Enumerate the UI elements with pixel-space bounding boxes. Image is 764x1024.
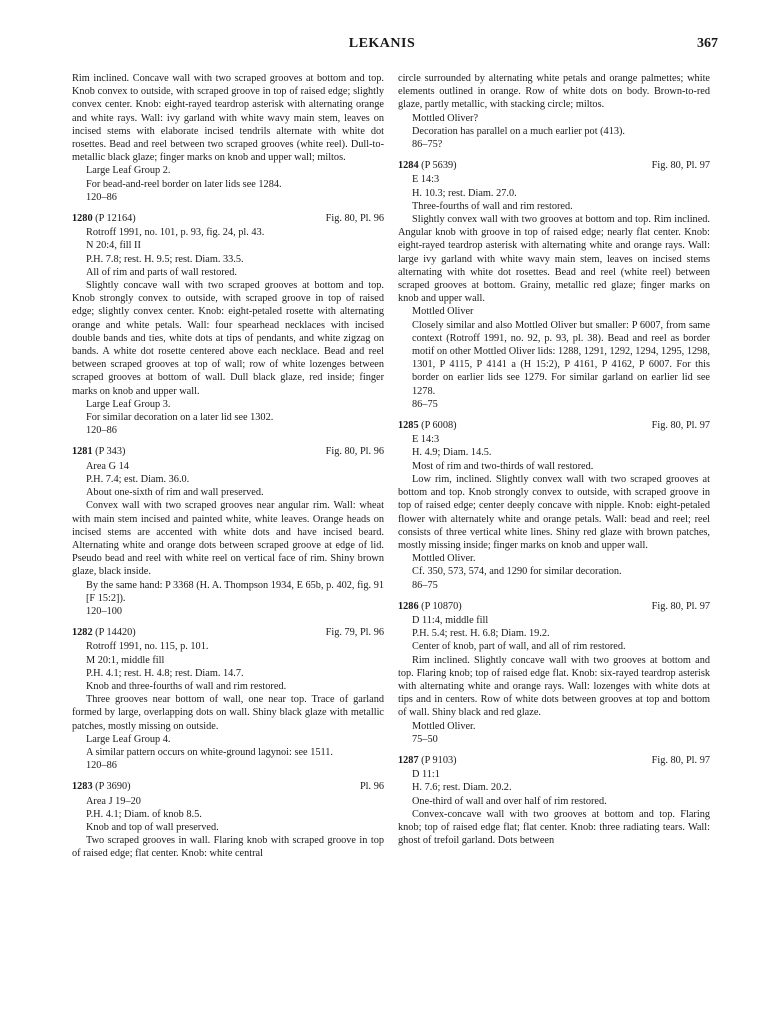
- entry-meta-line: P.H. 7.4; est. Diam. 36.0.: [86, 473, 190, 485]
- inventory-number: (P 3690): [95, 781, 131, 793]
- entry-number: 1286: [398, 600, 419, 612]
- entry-note: Closely similar and also Mottled Oliver but smaller: P 6007, from same context (Rotroff 1991, no. 92, p. 93, pl. 38). Bead and reel as border motif on other Mottled Oliver lids: 1288, 1291, 1292, 1294, 1295, 1298, 1301, P 4115, P 4141 a (H 15:2), P 4161, P 4162, P 6007. For this border on earlier lids see 1279. For similar garland on earlier lid see 1278.: [412, 319, 710, 397]
- entry-meta-line: Knob and three-fourths of wall and rim restored.: [86, 680, 287, 692]
- entry-meta-line: Area J 19–20: [86, 795, 141, 807]
- catalogue-entry: [72, 626, 384, 772]
- entry-date: 120–86: [86, 425, 117, 437]
- entry-heading: [398, 754, 710, 767]
- entry-description: Slightly convex wall with two grooves at bottom and top. Rim inclined. Angular knob with groove in top of raised edge; nearly flat center. Knob: eight-rayed teardrop asterisk with alternating white and orange rays. Wall: large ivy garland with white wavy main stem, leaves on incised stems alternating with white dot rosettes. Bead and reel (white reel) between scraped grooves at bottom. Grainy, metallic red glaze; finger marks on knob and upper wall.: [398, 214, 710, 305]
- entry-meta-line: Rotroff 1991, no. 101, p. 93, fig. 24, pl. 43.: [86, 227, 265, 239]
- entry-meta-line: Three-fourths of wall and rim restored.: [412, 200, 573, 212]
- entry-date: 120–86: [86, 191, 117, 203]
- inventory-number: (P 6008): [421, 420, 457, 432]
- entry-group: Mottled Oliver: [412, 306, 474, 318]
- entry-note: For similar decoration on a later lid see 1302.: [86, 412, 274, 424]
- entry-number: 1284: [398, 160, 419, 172]
- figure-reference: Fig. 79, Pl. 96: [325, 627, 384, 639]
- entry-meta-line: N 20:4, fill II: [86, 240, 141, 252]
- entry-meta-line: P.H. 7.8; rest. H. 9.5; rest. Diam. 33.5.: [86, 253, 244, 265]
- entry-description: Convex-concave wall with two grooves at bottom and top. Flaring knob; top of raised edge flat; flat center. Knob: three radiating tears. Wall: ghost of trefoil garland. Dots between: [398, 808, 710, 847]
- entry-description: Rim inclined. Concave wall with two scraped grooves at bottom and top. Knob convex to outside, with scraped groove in top of raised edge; slightly convex center. Knob: eight-rayed teardrop asterisk with alternating orange and white rays. Wall: ivy garland with white wavy main stem, leaves on incised stems with elaborate incised tendrils alternate with white dot rosettes. Bead and reel between two scraped grooves (white reel). Dull-to-metallic black glaze; finger marks on knob and upper wall; miltos.: [72, 73, 384, 164]
- entry-meta-line: H. 4.9; Diam. 14.5.: [412, 447, 492, 459]
- entry-id: [398, 159, 457, 172]
- entry-heading: [72, 626, 384, 639]
- entry-note: For bead-and-reel border on later lids see 1284.: [86, 178, 282, 190]
- entry-meta-line: D 11:1: [412, 769, 440, 781]
- entry-number: 1283: [72, 781, 93, 793]
- entry-heading: [398, 419, 710, 432]
- running-head: [0, 36, 764, 56]
- catalogue-entry: [398, 600, 710, 746]
- catalogue-entry: [72, 212, 384, 437]
- entry-description: Rim inclined. Slightly concave wall with two grooves at bottom and top. Flaring knob; top of raised edge flat. Knob: six-rayed teardrop asterisk with alternating white and orange rays. Wall: lozenges with white dots at tips and in centers. Row of white dots between grooves at top and bottom of wall. Shiny black and red glaze.: [398, 654, 710, 719]
- entry-id: [398, 419, 457, 432]
- entry-number: 1282: [72, 627, 93, 639]
- entry-number: 1281: [72, 446, 93, 458]
- entry-meta-line: Rotroff 1991, no. 115, p. 101.: [86, 641, 209, 653]
- figure-reference: Fig. 80, Pl. 96: [325, 446, 384, 458]
- entry-group: Large Leaf Group 3.: [86, 398, 171, 410]
- inventory-number: (P 14420): [95, 627, 136, 639]
- entry-meta-line: E 14:3: [412, 434, 440, 446]
- entry-group: Mottled Oliver.: [412, 720, 476, 732]
- entry-meta-line: E 14:3: [412, 174, 440, 186]
- entry-meta-line: P.H. 4.1; Diam. of knob 8.5.: [86, 808, 202, 820]
- entry-heading: [72, 212, 384, 225]
- inventory-number: (P 12164): [95, 213, 136, 225]
- entry-description: Two scraped grooves in wall. Flaring knob with scraped groove in top of raised edge; flat center. Knob: white central: [72, 835, 384, 860]
- entry-meta-line: Most of rim and two-thirds of wall restored.: [412, 460, 594, 472]
- entry-date: 86–75?: [412, 139, 443, 151]
- inventory-number: (P 343): [95, 446, 126, 458]
- entry-meta-line: Center of knob, part of wall, and all of rim restored.: [412, 641, 626, 653]
- inventory-number: (P 10870): [421, 600, 462, 612]
- entry-group: By the same hand: P 3368 (H. A. Thompson 1934, E 65b, p. 402, fig. 91 [F 15:2]).: [86, 579, 384, 604]
- entry-group: Mottled Oliver?: [412, 112, 479, 124]
- catalogue-entry: [72, 445, 384, 618]
- figure-reference: Fig. 80, Pl. 97: [651, 420, 710, 432]
- entry-meta-line: P.H. 5.4; rest. H. 6.8; Diam. 19.2.: [412, 628, 550, 640]
- catalogue-entry: [72, 780, 384, 860]
- entry-meta-line: M 20:1, middle fill: [86, 654, 165, 666]
- entry-group: Large Leaf Group 2.: [86, 165, 171, 177]
- entry-meta-line: Knob and top of wall preserved.: [86, 821, 219, 833]
- entry-meta-line: Area G 14: [86, 460, 129, 472]
- continued-entry: [72, 72, 384, 204]
- entry-date: 120–86: [86, 760, 117, 772]
- entry-number: 1285: [398, 420, 419, 432]
- inventory-number: (P 5639): [421, 160, 457, 172]
- catalogue-entry: [398, 419, 710, 592]
- entry-id: [72, 780, 131, 793]
- entry-meta-line: P.H. 4.1; rest. H. 4.8; rest. Diam. 14.7.: [86, 667, 244, 679]
- entry-number: 1280: [72, 213, 93, 225]
- entry-description: circle surrounded by alternating white petals and orange palmettes; white elements outlined in orange. Row of white dots on body. Brown-to-red glaze, partly metallic, with stacking circle; miltos.: [398, 73, 710, 111]
- catalogue-entry: [398, 754, 710, 847]
- inventory-number: (P 9103): [421, 754, 457, 766]
- page-number: 367: [697, 36, 718, 51]
- entry-description: Convex wall with two scraped grooves near angular rim. Wall: wheat with main stem incised and painted white, white leaves. Orange heads on incised stems are accented with white dots and have incised beard. Alternating white and orange dots between scraped groove at edge of lid. Pseudo bead and reel with white reel on vertical face of rim. Shiny brown glaze, black inside.: [72, 500, 384, 578]
- figure-reference: Fig. 80, Pl. 97: [651, 754, 710, 766]
- figure-reference: Fig. 80, Pl. 96: [325, 213, 384, 225]
- running-title: LEKANIS: [348, 36, 416, 51]
- entry-description: Low rim, inclined. Slightly convex wall with two scraped grooves at bottom and top. Knob strongly convex to outside, with scraped groove in top of raised edge; center deeply concave with nipple. Knob: eight-petaled flower with alternately white and orange petals. Wall: bead and reel; reel consists of three vertical white lines. Shiny red glaze with brown patches, mostly missing inside; finger marks on knob and upper wall.: [398, 473, 710, 551]
- entry-date: 75–50: [412, 733, 438, 745]
- right-column: [398, 72, 710, 847]
- entry-id: [72, 212, 136, 225]
- entry-id: [72, 626, 136, 639]
- figure-reference: Fig. 80, Pl. 97: [651, 160, 710, 172]
- entry-note: Decoration has parallel on a much earlier pot (413).: [412, 125, 626, 137]
- entry-date: 120–100: [86, 605, 123, 617]
- figure-reference: Pl. 96: [359, 781, 384, 793]
- entry-meta-line: All of rim and parts of wall restored.: [86, 266, 237, 278]
- entry-description: Slightly concave wall with two scraped grooves at bottom and top. Knob strongly convex to outside, with scraped groove in top of raised edge; slightly convex center. Knob: eight-petaled rosette with alternating orange and white petals. Wall: four spearhead necklaces with incised double bands and ties, white dots at tips of pendants, and white zigzag on bands. A white dot rosette centered above each necklace. Bead and reel between scraped grooves at top of wall; row of white lozenges between scraped grooves at bottom of wall. Dull black glaze, red inside; finger marks on knob and upper wall.: [72, 280, 384, 397]
- catalogue-entry: [398, 159, 710, 411]
- entry-number: 1287: [398, 754, 419, 766]
- entry-description: Three grooves near bottom of wall, one near top. Trace of garland formed by large, overlapping dots on wall. Shiny black glaze with metallic patches, mostly missing on outside.: [72, 694, 384, 732]
- entry-note: A similar pattern occurs on white-ground lagynoi: see 1511.: [86, 746, 333, 758]
- entry-heading: [72, 445, 384, 458]
- entry-id: [72, 445, 125, 458]
- entry-meta-line: One-third of wall and over half of rim restored.: [412, 795, 607, 807]
- entry-date: 86–75: [412, 398, 438, 410]
- entry-group: Large Leaf Group 4.: [86, 733, 171, 745]
- entry-meta-line: H. 10.3; rest. Diam. 27.0.: [412, 187, 517, 199]
- entry-meta-line: H. 7.6; rest. Diam. 20.2.: [412, 782, 512, 794]
- entry-group: Mottled Oliver.: [412, 553, 476, 565]
- figure-reference: Fig. 80, Pl. 97: [651, 600, 710, 612]
- entry-meta-line: About one-sixth of rim and wall preserved.: [86, 487, 264, 499]
- entry-id: [398, 600, 462, 613]
- left-column: [72, 72, 384, 861]
- entry-note: Cf. 350, 573, 574, and 1290 for similar decoration.: [412, 566, 622, 578]
- entry-heading: [72, 780, 384, 793]
- entry-date: 86–75: [412, 579, 438, 591]
- continued-entry: [398, 72, 710, 151]
- entry-meta-line: D 11:4, middle fill: [412, 614, 489, 626]
- entry-heading: [398, 600, 710, 613]
- entry-heading: [398, 159, 710, 172]
- entry-id: [398, 754, 457, 767]
